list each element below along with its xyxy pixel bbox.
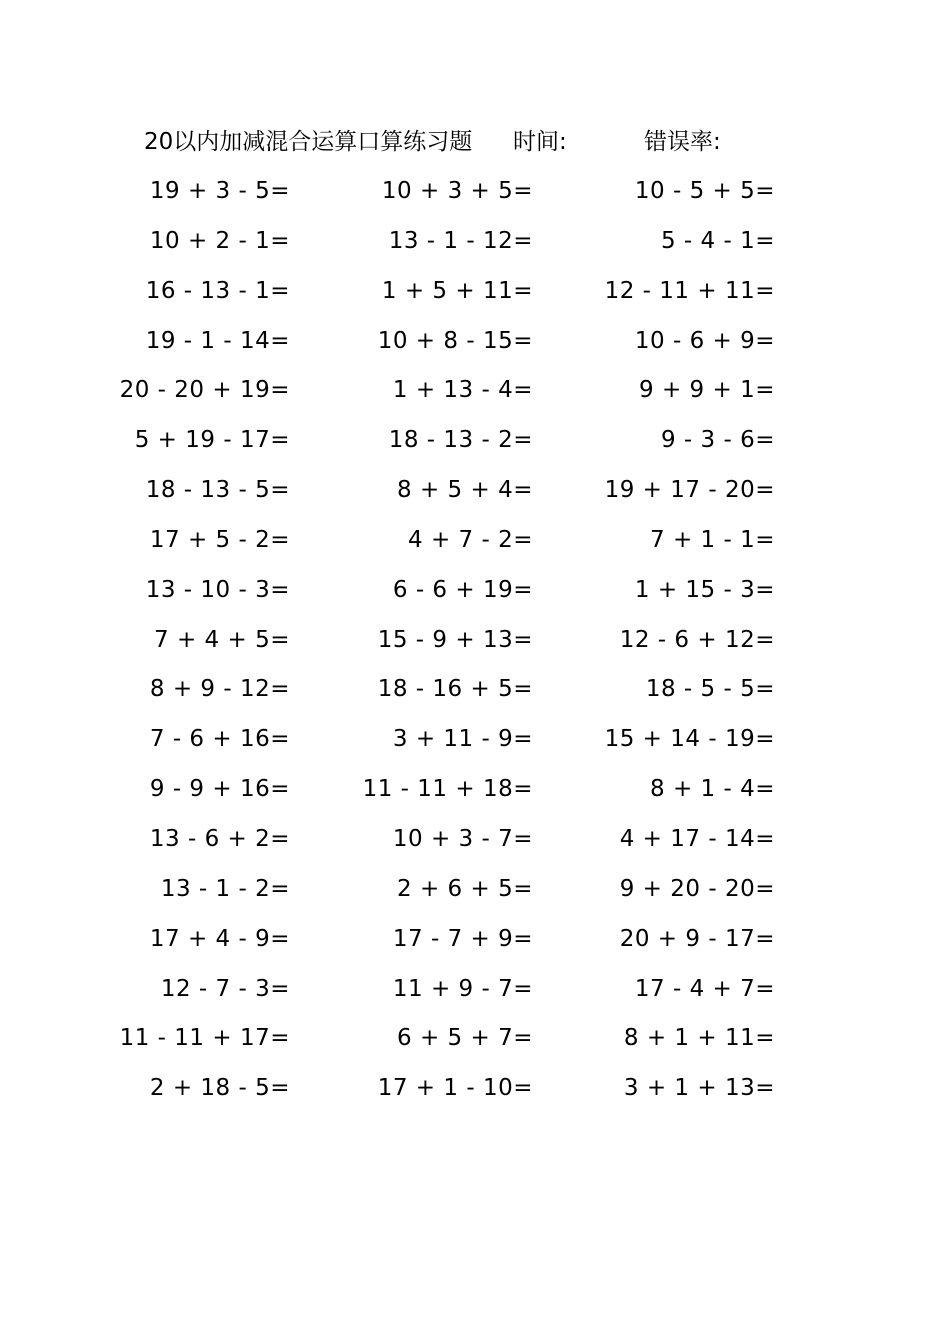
- math-problem: 9 - 3 - 6=: [660, 427, 775, 454]
- math-problem: 18 - 5 - 5=: [645, 676, 775, 703]
- math-problem: 11 - 11 + 18=: [362, 776, 533, 803]
- math-problem: 17 + 1 - 10=: [377, 1075, 533, 1102]
- math-problem: 20 + 9 - 17=: [619, 925, 775, 952]
- math-problem: 1 + 15 - 3=: [634, 576, 775, 603]
- math-problem: 18 - 13 - 2=: [388, 427, 533, 454]
- problem-row: [0, 572, 950, 622]
- math-problem: 7 - 6 + 16=: [149, 726, 290, 753]
- problem-row: [0, 921, 950, 971]
- math-problem: 8 + 1 + 11=: [623, 1025, 775, 1052]
- math-problem: 9 + 20 - 20=: [619, 875, 775, 902]
- worksheet-header: [144, 124, 844, 160]
- problem-row: [0, 522, 950, 572]
- problem-row: [0, 771, 950, 821]
- problem-row: [0, 323, 950, 373]
- math-problem: 19 - 1 - 14=: [145, 327, 290, 354]
- math-problem: 4 + 7 - 2=: [408, 526, 533, 553]
- worksheet-title: 20以内加减混合运算口算练习题: [144, 129, 473, 155]
- math-problem: 13 - 1 - 2=: [160, 875, 290, 902]
- math-problem: 16 - 13 - 1=: [145, 277, 290, 304]
- problem-grid: [0, 173, 950, 1120]
- math-problem: 8 + 5 + 4=: [397, 477, 533, 504]
- math-problem: 10 + 2 - 1=: [149, 227, 290, 254]
- math-problem: 15 - 9 + 13=: [377, 626, 533, 653]
- problem-row: [0, 721, 950, 771]
- math-problem: 18 - 13 - 5=: [145, 477, 290, 504]
- error-rate-label: 错误率:: [644, 129, 721, 155]
- math-problem: 8 + 9 - 12=: [149, 676, 290, 703]
- math-problem: 5 + 19 - 17=: [134, 427, 290, 454]
- math-problem: 1 + 5 + 11=: [381, 277, 533, 304]
- problem-row: [0, 971, 950, 1021]
- problem-row: [0, 671, 950, 721]
- math-problem: 9 - 9 + 16=: [149, 776, 290, 803]
- math-problem: 17 - 4 + 7=: [634, 975, 775, 1002]
- math-problem: 10 + 8 - 15=: [377, 327, 533, 354]
- math-problem: 10 - 6 + 9=: [634, 327, 775, 354]
- problem-row: [0, 273, 950, 323]
- math-problem: 3 + 11 - 9=: [392, 726, 533, 753]
- math-problem: 10 - 5 + 5=: [634, 178, 775, 204]
- problem-row: [0, 372, 950, 422]
- problem-row: [0, 223, 950, 273]
- math-problem: 7 + 4 + 5=: [154, 626, 290, 653]
- math-problem: 11 + 9 - 7=: [392, 975, 533, 1002]
- math-problem: 12 - 6 + 12=: [619, 626, 775, 653]
- math-problem: 9 + 9 + 1=: [639, 377, 775, 404]
- problem-row: [0, 173, 950, 223]
- problem-row: [0, 821, 950, 871]
- math-problem: 1 + 13 - 4=: [392, 377, 533, 404]
- math-problem: 8 + 1 - 4=: [650, 776, 775, 803]
- math-problem: 12 - 11 + 11=: [604, 277, 775, 304]
- math-problem: 6 + 5 + 7=: [397, 1025, 533, 1052]
- math-problem: 7 + 1 - 1=: [650, 526, 775, 553]
- math-problem: 10 + 3 + 5=: [381, 178, 533, 204]
- math-problem: 17 - 7 + 9=: [392, 925, 533, 952]
- math-problem: 15 + 14 - 19=: [604, 726, 775, 753]
- math-problem: 13 - 6 + 2=: [149, 825, 290, 852]
- problem-row: [0, 1070, 950, 1120]
- math-problem: 13 - 10 - 3=: [145, 576, 290, 603]
- time-label: 时间:: [513, 129, 567, 155]
- math-problem: 5 - 4 - 1=: [660, 227, 775, 254]
- problem-row: [0, 422, 950, 472]
- math-problem: 17 + 5 - 2=: [149, 526, 290, 553]
- math-problem: 2 + 18 - 5=: [149, 1075, 290, 1102]
- math-problem: 19 + 3 - 5=: [149, 178, 290, 204]
- math-problem: 13 - 1 - 12=: [388, 227, 533, 254]
- problem-row: [0, 622, 950, 672]
- math-problem: 4 + 17 - 14=: [619, 825, 775, 852]
- math-problem: 6 - 6 + 19=: [392, 576, 533, 603]
- math-problem: 3 + 1 + 13=: [623, 1075, 775, 1102]
- math-problem: 19 + 17 - 20=: [604, 477, 775, 504]
- math-problem: 10 + 3 - 7=: [392, 825, 533, 852]
- problem-row: [0, 871, 950, 921]
- math-problem: 12 - 7 - 3=: [160, 975, 290, 1002]
- math-problem: 18 - 16 + 5=: [377, 676, 533, 703]
- math-problem: 2 + 6 + 5=: [397, 875, 533, 902]
- math-problem: 11 - 11 + 17=: [119, 1025, 290, 1052]
- math-problem: 17 + 4 - 9=: [149, 925, 290, 952]
- problem-row: [0, 472, 950, 522]
- math-problem: 20 - 20 + 19=: [119, 377, 290, 404]
- problem-row: [0, 1020, 950, 1070]
